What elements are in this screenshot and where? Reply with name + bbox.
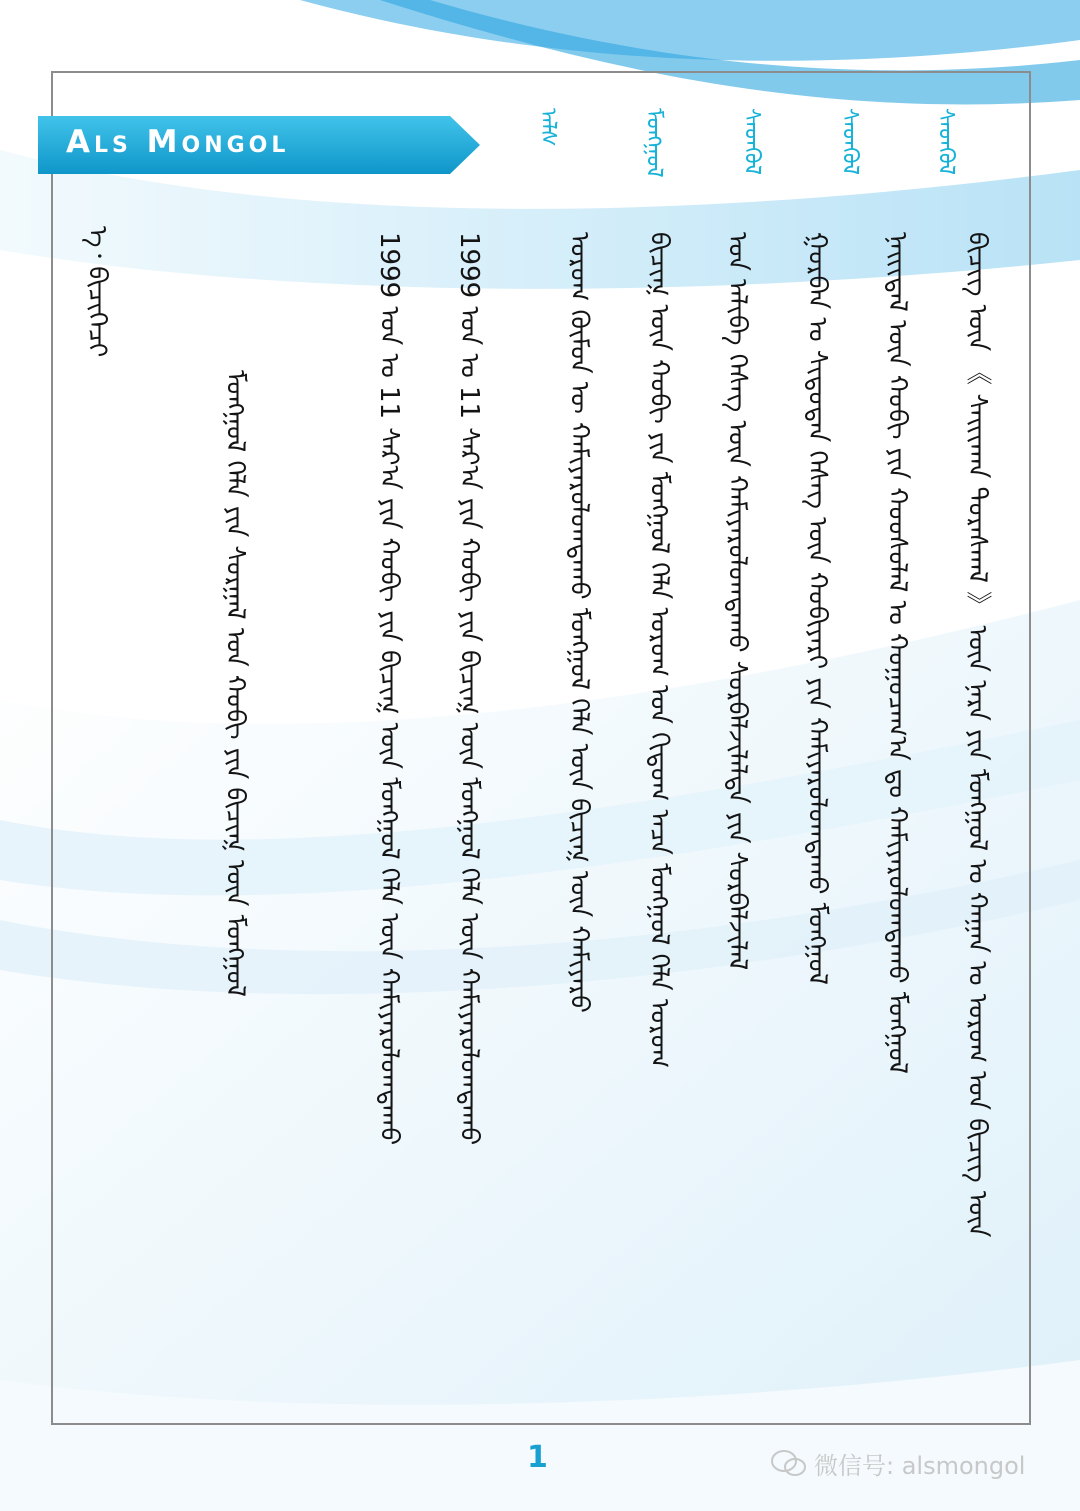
header-word-5: ᠰᠡᠳᠬᠦᠯ bbox=[933, 108, 958, 175]
text-column-1: ᠪᠢᠴᠢᠭ ᠦᠨ 《 ᠰᠠᠢᠢᠬᠠᠨ ᠳᠤᠷᠠᠰᠬᠠᠯ 》 ᠦᠨ ᠨᠡᠷᠡ ᠶᠢᠨ ᠮᠣᠩᠭᠣᠯ ᠤ ᠬᠠᠭᠠᠨ ᠤ ᠤᠷᠤᠭ ᠤᠨ ᠪᠢᠴᠢᠭ ᠦᠨ bbox=[962, 232, 992, 1238]
text-column-9: ᠮᠣᠩᠭᠣᠯ ᠬᠡᠯᠡ ᠶᠢᠨ ᠰᠤᠷᠭᠠᠯ ᠤᠨ ᠬᠤᠪᠢ ᠶᠢᠨ ᠪᠢᠴᠢᠭ᠍ ᠦᠨ ᠮᠣᠩᠭᠣᠯ bbox=[220, 370, 250, 997]
wechat-watermark bbox=[770, 1446, 1025, 1481]
watermark-text: 微信号: alsmongol bbox=[814, 1452, 1026, 1480]
header-word-4: ᠰᠡᠳᠬᠦᠯ bbox=[837, 108, 862, 175]
text-column-8: 1999 ᠣᠨ ᠤ 11 ᠰᠠᠷ᠎ᠠ ᠶᠢᠨ ᠬᠤᠪᠢ ᠶᠢᠨ ᠪᠢᠴᠢᠭ᠍ ᠦᠨ ᠮᠣᠩᠭᠣᠯ ᠬᠡᠯᠡ ᠦᠨ ᠬᠠᠮᠢᠶᠠᠷᠤᠯᠤᠭᠳᠠᠬᠤ bbox=[374, 232, 404, 1146]
text-column-6: ᠤᠷᠤᠭ ᠬᠦᠮᠦᠨ ᠦ ᠬᠠᠮᠢᠶᠠᠷᠤᠯᠤᠭᠳᠠᠬᠤ ᠮᠣᠩᠭᠣᠯ ᠬᠡᠯᠡ ᠦᠨ ᠪᠢᠴᠢᠭ᠍ ᠦᠨ ᠬᠠᠮᠢᠶᠠᠷᠤ bbox=[564, 232, 594, 1013]
text-column-5: ᠪᠢᠴᠢᠭ᠍ ᠦᠨ ᠬᠣᠪᠢ ᠶᠢᠨ ᠮᠣᠩᠭᠣᠯ ᠬᠡᠯᠡ ᠤᠷᠤᠭ ᠤᠨ ᠬᠢᠳᠤᠭ ᠠᠴᠠ ᠮᠣᠩᠭᠣᠯ ᠬᠡᠯᠡ ᠤᠷᠤᠭ bbox=[644, 232, 674, 1069]
text-column-7: 1999 ᠣᠨ ᠤ 11 ᠰᠠᠷ᠎ᠠ ᠶᠢᠨ ᠬᠤᠪᠢ ᠶᠢᠨ ᠪᠢᠴᠢᠭ᠍ ᠦᠨ ᠮᠣᠩᠭᠣᠯ ᠬᠡᠯᠡ ᠦᠨ ᠬᠠᠮᠢᠶᠠᠷᠤᠯᠤᠭᠳᠠᠬᠤ bbox=[454, 232, 484, 1146]
text-column-3: ᠭᠤᠷᠪᠠᠨ ᠤ ᠰᠢᠳᠦᠳᠡᠨ ᠬᠡᠰᠡᠭ ᠦᠨ ᠬᠤᠪᠢᠶᠠᠷᠢ ᠶᠢᠨ ᠬᠠᠮᠢᠶᠠᠷᠤᠯᠤᠭᠳᠠᠬᠤ ᠮᠣᠩᠭᠣᠯ bbox=[802, 232, 832, 985]
header-word-1: ᠠᠯᠰ bbox=[535, 108, 560, 147]
author-signature: ᠡ᠂ ᠪᠢᠴᠢᠭᠡᠴᠢ bbox=[82, 226, 112, 358]
header-word-2: ᠮᠣᠩᠭᠣᠯ bbox=[641, 108, 666, 178]
header-word-3: ᠰᠡᠳᠬᠦᠯ bbox=[739, 108, 764, 175]
wechat-icon bbox=[770, 1449, 808, 1479]
banner-title: Als Mongol bbox=[66, 124, 290, 160]
text-column-4: ᠤᠨ ᠠᠯᠢᠪᠠ ᠬᠡᠰᠡᠭ ᠦᠨ ᠬᠠᠮᠢᠶᠠᠷᠤᠯᠤᠭᠳᠠᠬᠤ ᠰᠤᠷᠪᠠᠯᠵᠢᠯᠠᠯᠲᠠ ᠶᠢᠨ ᠰᠤᠷᠪᠠᠯᠵᠢᠯᠠᠯ bbox=[722, 232, 752, 971]
text-column-2: ᠨᠡᠢᠢᠳᠡᠯ ᠦᠨ ᠬᠣᠪᠢ ᠶᠢᠨ ᠬᠣᠣᠰᠤᠯᠠᠯ ᠤ ᠬᠤᠭᠤᠴᠠᠭ᠎ᠠ ᠳᠤ ᠬᠠᠮᠢᠶᠠᠷᠤᠯᠤᠭᠳᠠᠬᠤ ᠮᠣᠩᠭᠣᠯ bbox=[882, 232, 912, 1075]
page-number: 1 bbox=[527, 1440, 548, 1475]
